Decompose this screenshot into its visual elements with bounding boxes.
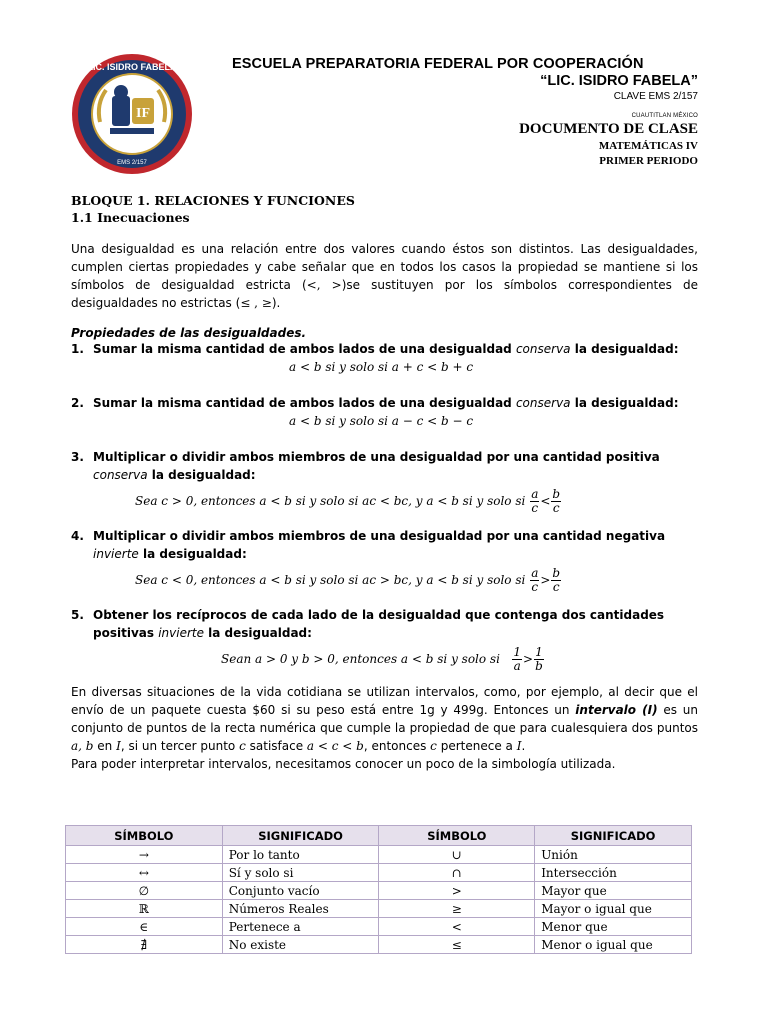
column-header: SIGNIFICADO	[535, 826, 692, 846]
meaning-cell: Menor o igual que	[535, 936, 692, 954]
property-equation: Sean a > 0 y b > 0, entonces a < b si y solo si $\frac{1}{a}$ > $\frac{1}{b}$	[221, 645, 543, 673]
meaning-cell: Por lo tanto	[222, 846, 379, 864]
column-header: SÍMBOLO	[379, 826, 535, 846]
location: CUAUTITLAN MÉXICO	[631, 113, 698, 119]
symbology-intro: Para poder interpretar intervalos, necesitamos conocer un poco de la simbología utilizada.	[71, 757, 616, 771]
fraction-one-over-b: $\frac{1}{b}$	[535, 645, 543, 673]
symbol-table	[65, 825, 692, 954]
property-equation: a < b si y solo si a + c < b + c	[289, 360, 474, 374]
fraction-a-over-c: $\frac{a}{c}$	[531, 566, 539, 594]
school-honoree: “LIC. ISIDRO FABELA”	[540, 73, 698, 89]
column-header: SÍMBOLO	[66, 826, 223, 846]
meaning-cell: Conjunto vacío	[222, 882, 379, 900]
meaning-cell: Números Reales	[222, 900, 379, 918]
meaning-cell: Menor que	[535, 918, 692, 936]
property-item: 4. Multiplicar o dividir ambos miembros de una desigualdad por una cantidad negativa invierte la desigualdad:	[71, 529, 666, 561]
meaning-cell: Intersección	[535, 864, 692, 882]
school-logo	[70, 52, 194, 176]
symbol-cell: <	[379, 918, 535, 936]
table-row	[66, 864, 692, 882]
meaning-cell: Pertenece a	[222, 918, 379, 936]
symbol-cell: ↔	[66, 864, 223, 882]
meaning-cell: No existe	[222, 936, 379, 954]
symbol-cell: ∪	[379, 846, 535, 864]
intro-paragraph: Una desigualdad es una relación entre dos valores cuando éstos son distintos. Las desigualdades, cumplen ciertas propiedades y cabe señalar que en todos los casos la propiedad se mantiene si los símbolos de desigualdad estricta (<, >)se sustituyen por los símbolos correspondientes de desigualdades no estrictas (≤ , ≥).	[71, 242, 699, 310]
meaning-cell: Unión	[535, 846, 692, 864]
table-row	[66, 936, 692, 954]
table-row	[66, 918, 692, 936]
symbol-cell: ℝ	[66, 900, 223, 918]
property-equation: Sea c > 0, entonces a < b si y solo si ac < bc, y a < b si y solo si $\frac{a}{c}$ < $\frac{b}{c}$	[135, 487, 561, 515]
school-name: ESCUELA PREPARATORIA FEDERAL POR COOPERACIÓN	[232, 56, 644, 72]
school-clave: CLAVE EMS 2/157	[613, 91, 698, 102]
property-item: 5. Obtener los recíprocos de cada lado de la desigualdad que contenga dos cantidades positivas invierte la desigualdad:	[71, 608, 665, 640]
fraction-one-over-a: $\frac{1}{a}$	[513, 645, 522, 673]
symbol-cell: ≥	[379, 900, 535, 918]
document-body	[71, 192, 698, 773]
logo-initials: IF	[136, 106, 150, 121]
symbol-cell: ∈	[66, 918, 223, 936]
meaning-cell: Sí y solo si	[222, 864, 379, 882]
symbol-cell: ∅	[66, 882, 223, 900]
property-equation: Sea c < 0, entonces a < b si y solo si ac > bc, y a < b si y solo si $\frac{a}{c}$ > $\frac{b}{c}$	[135, 566, 561, 594]
column-header: SIGNIFICADO	[222, 826, 379, 846]
document-header	[519, 113, 698, 168]
property-equation: a < b si y solo si a − c < b − c	[289, 414, 474, 428]
symbol-cell: ∩	[379, 864, 535, 882]
symbol-cell: →	[66, 846, 223, 864]
symbol-cell: >	[379, 882, 535, 900]
block-title: BLOQUE 1. RELACIONES Y FUNCIONES	[71, 193, 355, 208]
properties-title: Propiedades de las desigualdades.	[71, 326, 307, 340]
document-title: DOCUMENTO DE CLASE	[519, 121, 698, 137]
fraction-b-over-c: $\frac{b}{c}$	[552, 487, 561, 515]
subject: MATEMÁTICAS IV	[598, 140, 698, 152]
fraction-a-over-c: $\frac{a}{c}$	[531, 487, 539, 515]
meaning-cell: Mayor o igual que	[535, 900, 692, 918]
table-row	[66, 900, 692, 918]
property-item: 3. Multiplicar o dividir ambos miembros de una desigualdad por una cantidad positiva conserva la desigualdad:	[71, 450, 660, 482]
symbol-cell: ∄	[66, 936, 223, 954]
logo-ring-bottom: EMS 2/157	[117, 160, 147, 166]
fraction-b-over-c: $\frac{b}{c}$	[552, 566, 561, 594]
meaning-cell: Mayor que	[535, 882, 692, 900]
table-row	[66, 846, 692, 864]
section-subtitle: 1.1 Inecuaciones	[71, 210, 190, 225]
intervals-paragraph: En diversas situaciones de la vida cotidiana se utilizan intervalos, como, por ejemplo, al decir que el envío de un paquete cuesta $60 si su peso está entre 1g y 499g. Entonces un intervalo (I) es un conjunto de puntos de la recta numérica que cumple la propiedad de que para cualesquiera dos puntos a, b en I, si un tercer punto c satisface a < c < b, entonces c pertenece a I.	[71, 685, 699, 753]
symbol-cell: ≤	[379, 936, 535, 954]
logo-ring-top: LIC. ISIDRO FABELA	[87, 62, 177, 72]
property-item: 2. Sumar la misma cantidad de ambos lados de una desigualdad conserva la desigualdad:	[71, 396, 679, 410]
property-item: 1. Sumar la misma cantidad de ambos lados de una desigualdad conserva la desigualdad:	[71, 342, 679, 356]
school-header	[232, 56, 698, 102]
table-header-row	[66, 826, 692, 846]
table-row	[66, 882, 692, 900]
period: PRIMER PERIODO	[599, 155, 698, 167]
